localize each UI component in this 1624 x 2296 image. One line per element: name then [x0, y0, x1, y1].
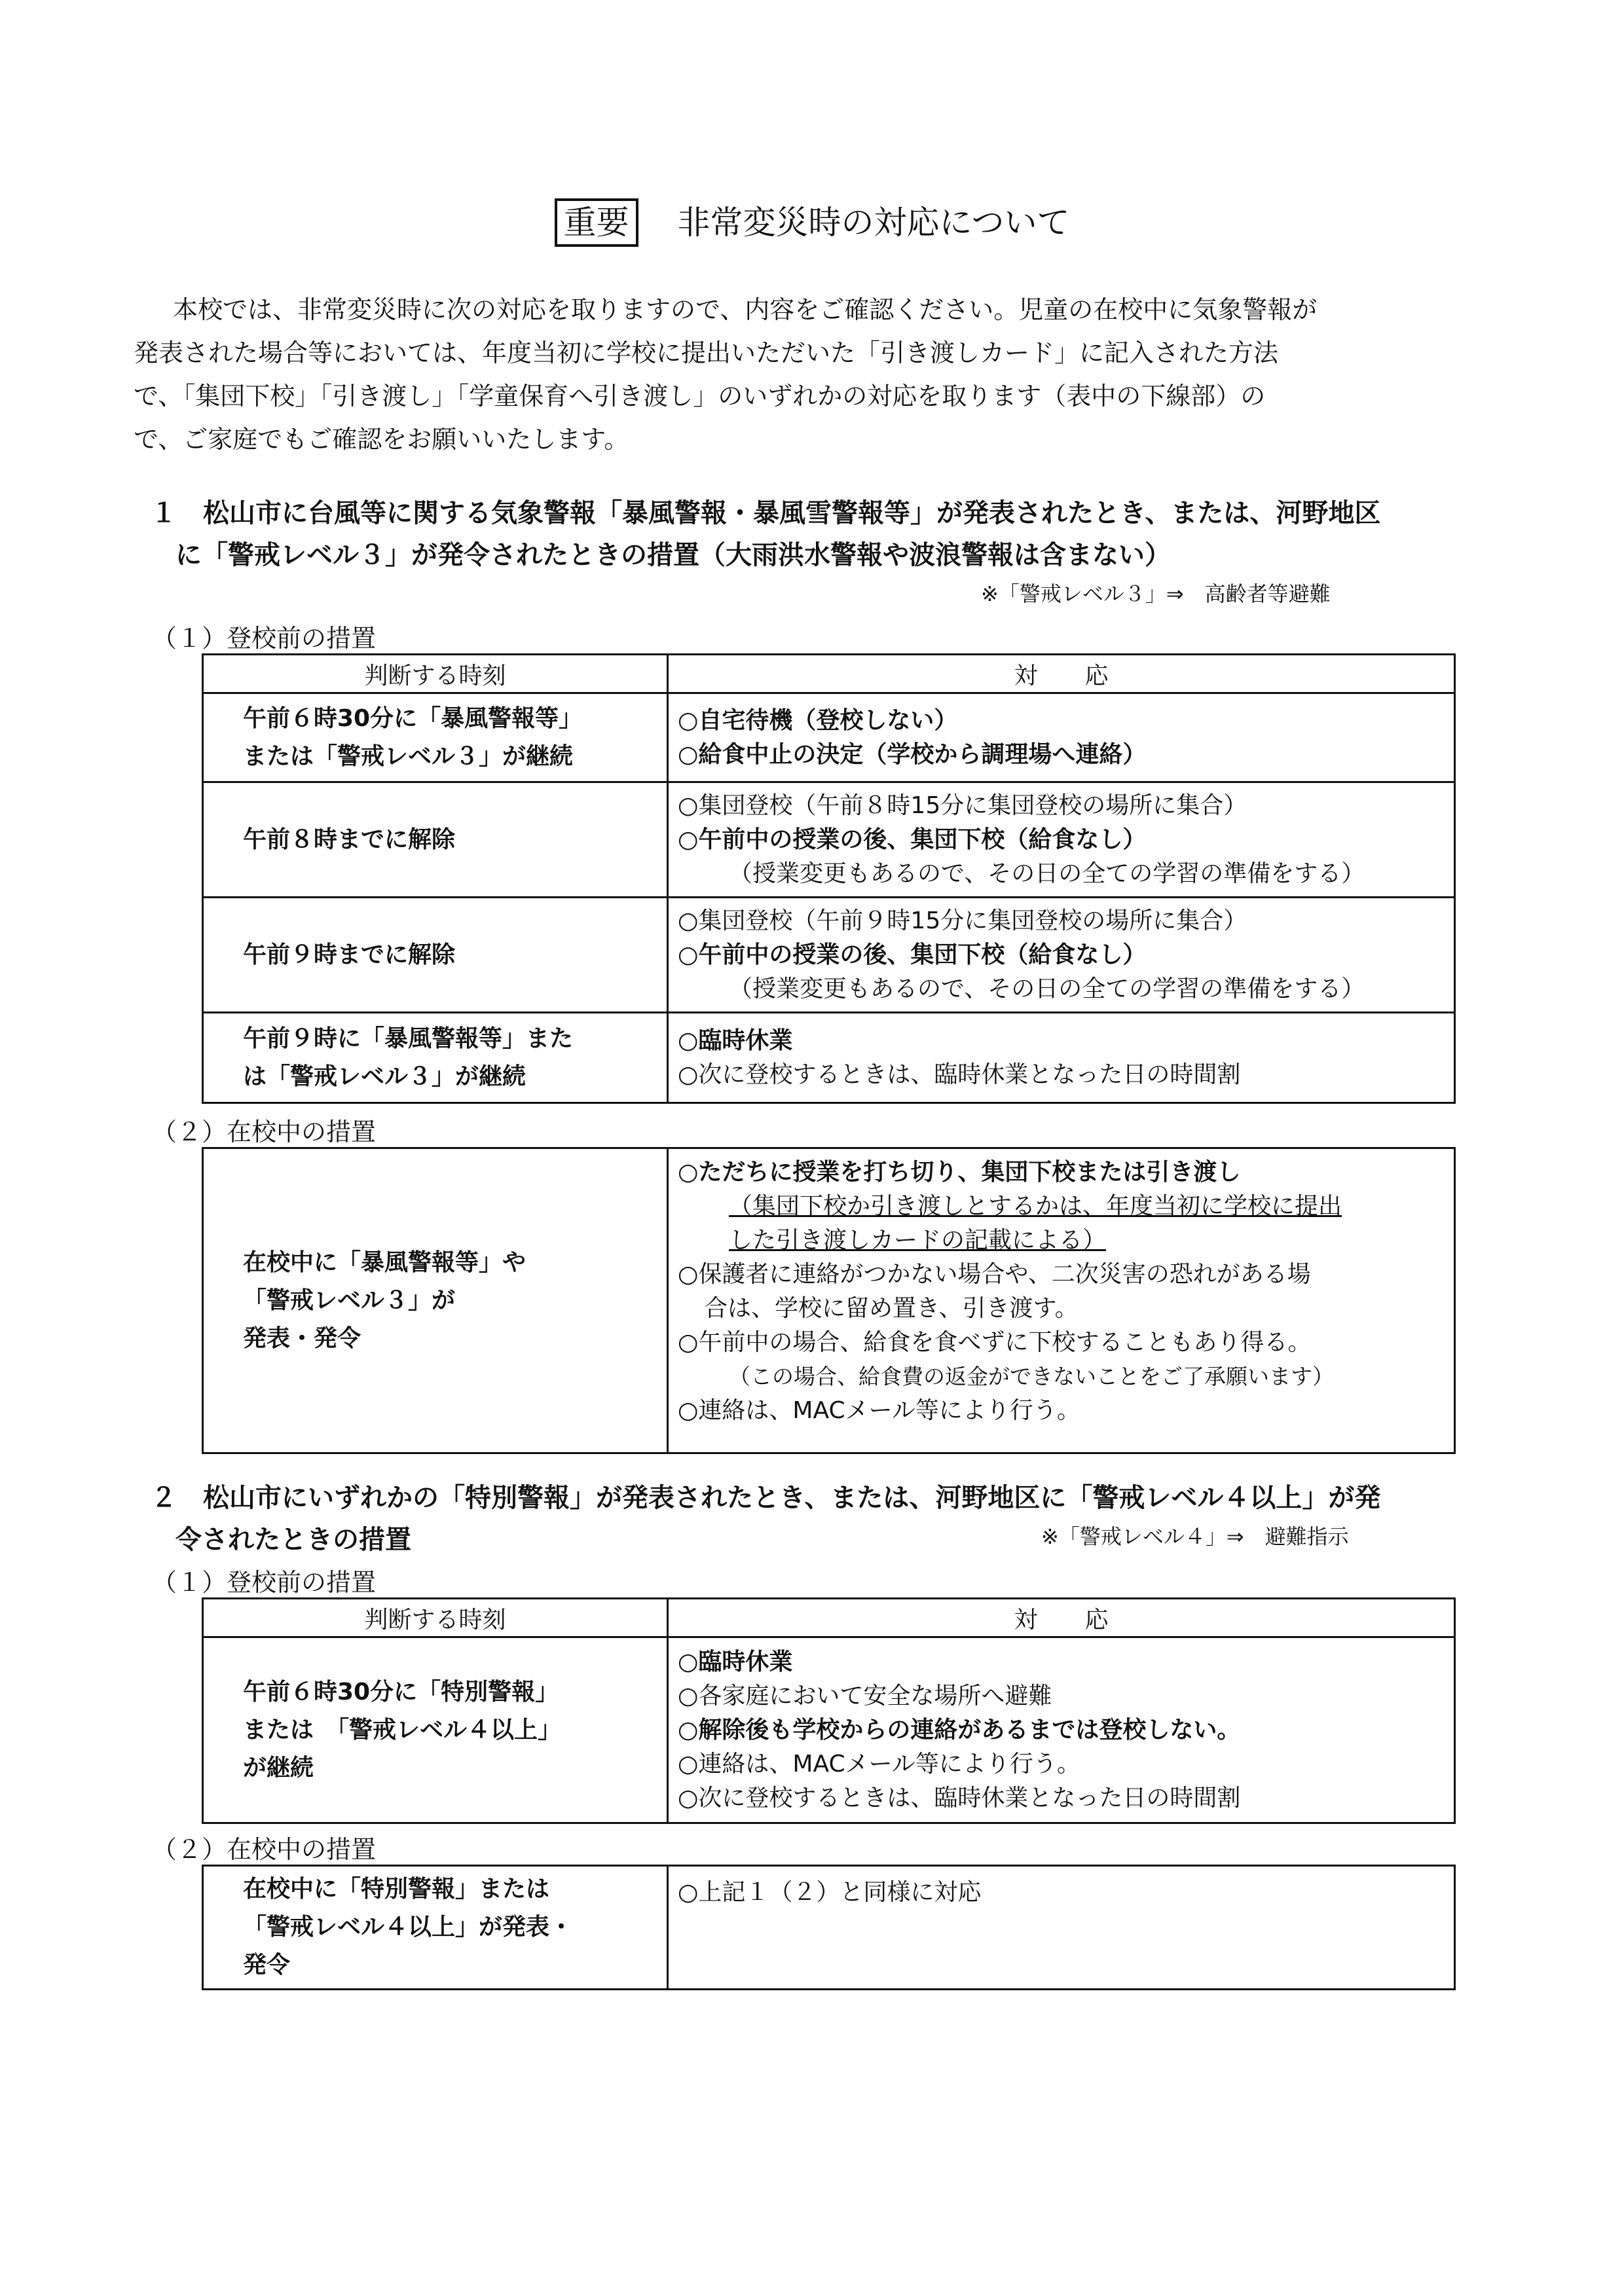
table-row: [203, 782, 1455, 898]
table-row: [203, 1866, 1455, 1990]
response-line: ○ただちに授業を打ち切り、集団下校または引き渡し: [678, 1159, 1241, 1186]
section1-sub2-heading: （２）在校中の措置: [152, 1118, 377, 1146]
section1-heading-line1: １ 松山市に台風等に関する気象警報「暴風警報・暴風雪警報等」が発表されたとき、または、河野地区: [151, 498, 1381, 528]
section1-during-school-table: [202, 1147, 1456, 1454]
response-cell: [668, 1013, 1455, 1103]
time-line: 「警戒レベル３」が: [243, 1286, 456, 1314]
response-cell: [668, 1148, 1455, 1453]
section2-during-school-table: [202, 1865, 1456, 1990]
time-cell: [203, 1148, 668, 1453]
response-line: ○臨時休業: [678, 1027, 793, 1054]
time-line: 在校中に「特別警報」または: [243, 1876, 550, 1903]
column-header-response: 対 応: [668, 655, 1455, 693]
intro-line: で、「集団下校」「引き渡し」「学童保育へ引き渡し」のいずれかの対応を取ります（表中の下線部）の: [134, 382, 1266, 410]
response-cell: [668, 693, 1455, 782]
section2-heading-line1: ２ 松山市にいずれかの「特別警報」が発表されたとき、または、河野地区に「警戒レベル４以上」が発: [151, 1483, 1381, 1513]
time-cell: [203, 1637, 668, 1823]
table-row: [203, 693, 1455, 782]
time-line: 午前８時までに解除: [243, 826, 456, 853]
table-row: [203, 898, 1455, 1013]
response-line: ○次に登校するときは、臨時休業となった日の時間割: [678, 1061, 1241, 1088]
intro-paragraph: [134, 288, 1483, 461]
page-title: [0, 196, 1624, 249]
response-cell: [668, 1866, 1455, 1990]
response-line: ○午前中の授業の後、集団下校（給食なし）: [678, 941, 1147, 968]
response-line: （この場合、給食費の返金ができないことをご了承願います）: [729, 1364, 1334, 1389]
response-line: ○給食中止の決定（学校から調理場へ連絡）: [678, 740, 1147, 768]
time-line: または 「警戒レベル４以上」: [243, 1716, 562, 1743]
response-line: ○臨時休業: [678, 1648, 793, 1675]
response-line: 合は、学校に留め置き、引き渡す。: [704, 1295, 1079, 1322]
table-row: [203, 1148, 1455, 1453]
section1-note: ※「警戒レベル３」⇒ 高齢者等避難: [981, 581, 1331, 606]
intro-line: で、ご家庭でもご確認をお願いいたします。: [134, 425, 629, 454]
time-line: が継続: [243, 1754, 314, 1781]
response-line: ○各家庭において安全な場所へ避難: [678, 1682, 1052, 1709]
response-line: （授業変更もあるので、その日の全ての学習の準備をする）: [729, 975, 1365, 1002]
time-line: は「警戒レベル３」が継続: [243, 1063, 526, 1090]
time-cell: [203, 898, 668, 1013]
time-cell: [203, 1013, 668, 1103]
response-line: した引き渡しカードの記載による）: [729, 1227, 1107, 1254]
section1-heading-line2: に「警戒レベル３」が発令されたときの措置（大雨洪水警報や波浪警報は含まない）: [175, 540, 1171, 570]
column-header-time: 判断する時刻: [203, 1599, 668, 1637]
section1-before-school-table: [202, 653, 1456, 1104]
section2-sub2-heading: （２）在校中の措置: [152, 1835, 377, 1864]
section2-note: ※「警戒レベル４」⇒ 避難指示: [1041, 1524, 1349, 1549]
time-cell: [203, 693, 668, 782]
response-line: ○自宅待機（登校しない）: [678, 706, 958, 734]
time-line: 発表・発令: [243, 1324, 361, 1352]
response-cell: [668, 898, 1455, 1013]
time-cell: [203, 1866, 668, 1990]
response-line: （集団下校か引き渡しとするかは、年度当初に学校に提出: [729, 1193, 1342, 1220]
time-line: 午前６時30分に「特別警報」: [243, 1678, 559, 1705]
time-line: 「警戒レベル４以上」が発表・: [243, 1914, 574, 1941]
response-line: ○次に登校するときは、臨時休業となった日の時間割: [678, 1784, 1241, 1812]
response-cell: [668, 782, 1455, 898]
title-text: 非常変災時の対応について: [677, 204, 1070, 242]
table-header-row: [203, 655, 1455, 693]
response-line: ○集団登校（午前９時15分に集団登校の場所に集合）: [678, 907, 1247, 934]
time-line: 発令: [243, 1952, 291, 1978]
section1-sub1-heading: （１）登校前の措置: [152, 624, 377, 653]
section2-sub1-heading: （１）登校前の措置: [152, 1568, 377, 1597]
response-line: ○集団登校（午前８時15分に集団登校の場所に集合）: [678, 792, 1247, 819]
importance-badge: 重要: [555, 198, 638, 247]
response-line: ○午前中の授業の後、集団下校（給食なし）: [678, 826, 1147, 853]
time-line: 在校中に「暴風警報等」や: [243, 1248, 526, 1276]
response-line: ○上記１（２）と同様に対応: [678, 1879, 982, 1906]
response-line: ○午前中の場合、給食を食べずに下校することもあり得る。: [678, 1329, 1312, 1356]
table-row: [203, 1013, 1455, 1103]
intro-line: 発表された場合等においては、年度当初に学校に提出いただいた「引き渡しカード」に記入された方法: [134, 338, 1279, 367]
time-line: または「警戒レベル３」が継続: [243, 742, 574, 770]
response-line: ○保護者に連絡がつかない場合や、二次災害の恐れがある場: [678, 1261, 1311, 1288]
time-line: 午前９時までに解除: [243, 941, 456, 968]
column-header-response: 対 応: [668, 1599, 1455, 1637]
time-line: 午前９時に「暴風警報等」また: [243, 1025, 574, 1052]
response-line: ○連絡は、MACメール等により行う。: [678, 1750, 1080, 1777]
response-line: （授業変更もあるので、その日の全ての学習の準備をする）: [729, 860, 1365, 887]
column-header-time: 判断する時刻: [203, 655, 668, 693]
response-line: ○連絡は、MACメール等により行う。: [678, 1397, 1080, 1424]
time-line: 午前６時30分に「暴風警報等」: [243, 704, 583, 732]
section2-before-school-table: [202, 1597, 1456, 1824]
time-cell: [203, 782, 668, 898]
section2-heading-line2: 令されたときの措置: [175, 1525, 411, 1555]
response-cell: [668, 1637, 1455, 1823]
table-header-row: [203, 1599, 1455, 1637]
table-row: [203, 1637, 1455, 1823]
intro-line: 本校では、非常変災時に次の対応を取りますので、内容をご確認ください。児童の在校中に気象警報が: [173, 295, 1318, 324]
response-line: ○解除後も学校からの連絡があるまでは登校しない。: [678, 1716, 1241, 1743]
